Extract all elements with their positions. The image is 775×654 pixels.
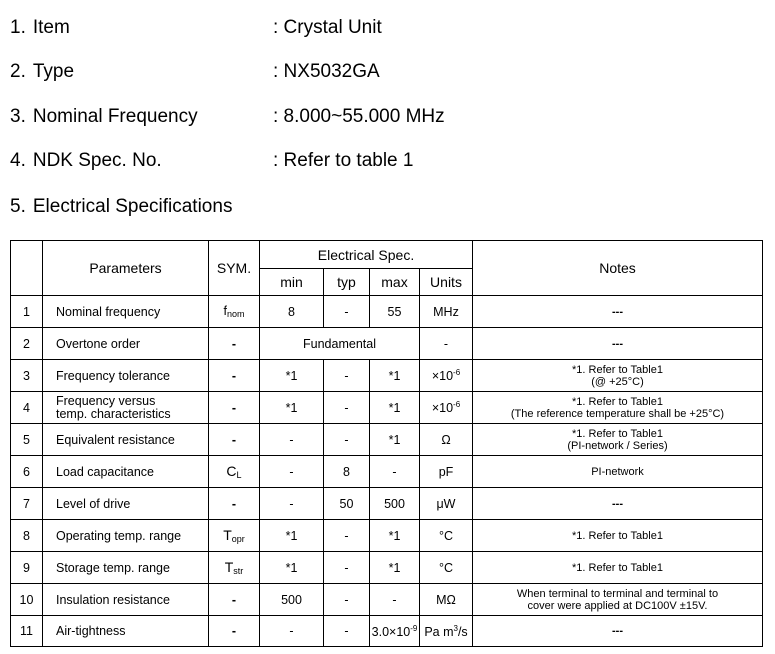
row-min: *1 xyxy=(260,520,324,552)
row-notes: *1. Refer to Table1 xyxy=(473,552,763,584)
parameter-line-1: Frequency versus xyxy=(56,393,156,408)
item-label: Item xyxy=(32,17,70,38)
row-notes: --- xyxy=(473,488,763,520)
row-number: 10 xyxy=(11,584,43,616)
row-typ: - xyxy=(324,584,370,616)
row-units: - xyxy=(420,328,473,360)
units-superscript: -6 xyxy=(453,368,461,377)
row-number: 5 xyxy=(11,424,43,456)
row-symbol: - xyxy=(209,392,260,424)
header-max: max xyxy=(370,269,420,296)
notes-line-1: *1. Refer to Table1 xyxy=(572,363,663,376)
row-max: *1 xyxy=(370,424,420,456)
header-min: min xyxy=(260,269,324,296)
nominal-frequency-label: Nominal Frequency xyxy=(32,106,198,127)
nominal-frequency-value: : 8.000~55.000 MHz xyxy=(273,106,445,127)
item-value: : Crystal Unit xyxy=(273,17,382,38)
row-units: MHz xyxy=(420,296,473,328)
header-no-cell xyxy=(11,241,43,296)
row-min: 500 xyxy=(260,584,324,616)
type-number: 2. xyxy=(10,61,26,82)
row-max: 55 xyxy=(370,296,420,328)
row-parameter: Air-tightness xyxy=(43,616,209,647)
row-min: *1 xyxy=(260,360,324,392)
row-notes: PI-network xyxy=(473,456,763,488)
symbol-subscript: str xyxy=(233,566,244,576)
row-units: °C xyxy=(420,520,473,552)
row-units: μW xyxy=(420,488,473,520)
row-symbol xyxy=(209,296,260,328)
row-symbol: - xyxy=(209,360,260,392)
units-base: ×10 xyxy=(431,369,454,383)
symbol-main: f xyxy=(223,304,227,318)
row-max xyxy=(370,616,420,647)
row-notes xyxy=(473,424,763,456)
row-symbol xyxy=(209,520,260,552)
row-notes: --- xyxy=(473,328,763,360)
symbol-main: T xyxy=(224,559,234,575)
symbol-main: C xyxy=(226,463,237,479)
row-typ: - xyxy=(324,424,370,456)
row-number: 9 xyxy=(11,552,43,584)
electrical-specifications-number: 5. xyxy=(10,196,26,217)
table-row xyxy=(11,424,763,456)
row-parameter: Overtone order xyxy=(43,328,209,360)
units-superscript: 3 xyxy=(453,623,458,633)
row-min: - xyxy=(260,456,324,488)
max-superscript: -9 xyxy=(410,623,418,633)
row-max: - xyxy=(370,584,420,616)
ndk-spec-line xyxy=(10,149,414,173)
max-base: 3.0×10 xyxy=(371,624,411,639)
table-row xyxy=(11,456,763,488)
row-max: *1 xyxy=(370,552,420,584)
row-min: - xyxy=(260,424,324,456)
nominal-frequency-number: 3. xyxy=(10,106,26,127)
row-typ: 50 xyxy=(324,488,370,520)
row-units xyxy=(420,360,473,392)
item-number: 1. xyxy=(10,17,26,38)
symbol-subscript: opr xyxy=(231,534,245,544)
notes-line-2: (PI-network / Series) xyxy=(567,439,668,452)
units-base: Pa m xyxy=(424,624,454,639)
header-parameters: Parameters xyxy=(43,241,209,296)
row-notes xyxy=(473,360,763,392)
symbol-main: T xyxy=(223,527,232,543)
row-min: - xyxy=(260,488,324,520)
units-base: ×10 xyxy=(431,401,454,415)
header-typ: typ xyxy=(324,269,370,296)
row-parameter: Operating temp. range xyxy=(43,520,209,552)
row-symbol: - xyxy=(209,488,260,520)
table-row xyxy=(11,552,763,584)
ndk-spec-value: : Refer to table 1 xyxy=(273,150,414,171)
row-notes xyxy=(473,584,763,616)
table-row xyxy=(11,520,763,552)
table-row xyxy=(11,488,763,520)
row-parameter: Level of drive xyxy=(43,488,209,520)
type-line xyxy=(10,60,380,84)
row-symbol: - xyxy=(209,328,260,360)
row-units xyxy=(420,392,473,424)
notes-line-1: When terminal to terminal and terminal to xyxy=(516,587,719,600)
header-units: Units xyxy=(420,269,473,296)
row-units xyxy=(420,616,473,647)
row-number: 6 xyxy=(11,456,43,488)
row-max: 500 xyxy=(370,488,420,520)
row-min: - xyxy=(260,616,324,647)
row-parameter: Insulation resistance xyxy=(43,584,209,616)
header-electrical-spec: Electrical Spec. xyxy=(260,241,473,269)
ndk-spec-number: 4. xyxy=(10,150,26,171)
row-typ: - xyxy=(324,520,370,552)
electrical-specifications-line xyxy=(10,195,232,219)
row-typ: - xyxy=(324,296,370,328)
row-max: - xyxy=(370,456,420,488)
nominal-frequency-line xyxy=(10,105,445,129)
row-number: 3 xyxy=(11,360,43,392)
symbol-subscript: nom xyxy=(226,309,245,319)
units-superscript: -6 xyxy=(453,400,461,409)
header-notes: Notes xyxy=(473,241,763,296)
table-row xyxy=(11,584,763,616)
row-notes xyxy=(473,392,763,424)
parameter-line-2: temp. characteristics xyxy=(56,406,171,421)
row-units: °C xyxy=(420,552,473,584)
row-typ: - xyxy=(324,360,370,392)
row-notes: --- xyxy=(473,296,763,328)
row-number: 4 xyxy=(11,392,43,424)
header-row xyxy=(11,241,763,269)
header-sym: SYM. xyxy=(209,241,260,296)
row-typ: - xyxy=(324,616,370,647)
row-symbol xyxy=(209,456,260,488)
ndk-spec-label: NDK Spec. No. xyxy=(32,150,162,171)
row-typ: 8 xyxy=(324,456,370,488)
units-tail: /s xyxy=(457,624,468,639)
row-units: pF xyxy=(420,456,473,488)
row-number: 1 xyxy=(11,296,43,328)
notes-line-2: (@ +25°C) xyxy=(591,375,644,388)
row-parameter: Equivalent resistance xyxy=(43,424,209,456)
row-symbol: - xyxy=(209,616,260,647)
electrical-specifications-label: Electrical Specifications xyxy=(32,196,233,217)
table-row xyxy=(11,296,763,328)
row-number: 2 xyxy=(11,328,43,360)
row-units: MΩ xyxy=(420,584,473,616)
notes-line-1: *1. Refer to Table1 xyxy=(572,395,663,408)
symbol-subscript: L xyxy=(236,470,242,480)
electrical-spec-table xyxy=(10,240,763,647)
row-min: 8 xyxy=(260,296,324,328)
notes-line-1: *1. Refer to Table1 xyxy=(572,427,663,440)
row-number: 11 xyxy=(11,616,43,647)
table-row xyxy=(11,616,763,647)
row-merged-value: Fundamental xyxy=(260,328,420,360)
row-units: Ω xyxy=(420,424,473,456)
table-row xyxy=(11,392,763,424)
type-value: : NX5032GA xyxy=(273,61,380,82)
row-parameter: Storage temp. range xyxy=(43,552,209,584)
row-typ: - xyxy=(324,552,370,584)
row-max: *1 xyxy=(370,520,420,552)
row-min: *1 xyxy=(260,552,324,584)
table-row xyxy=(11,328,763,360)
row-symbol: - xyxy=(209,584,260,616)
row-typ: - xyxy=(324,392,370,424)
row-max: *1 xyxy=(370,392,420,424)
notes-line-2: (The reference temperature shall be +25°C) xyxy=(510,407,725,420)
row-symbol xyxy=(209,552,260,584)
item-line xyxy=(10,16,382,40)
row-number: 8 xyxy=(11,520,43,552)
row-max: *1 xyxy=(370,360,420,392)
type-label: Type xyxy=(32,61,75,82)
table-row xyxy=(11,360,763,392)
notes-line-2: cover were applied at DC100V ±15V. xyxy=(527,599,708,612)
row-parameter: Load capacitance xyxy=(43,456,209,488)
row-symbol: - xyxy=(209,424,260,456)
row-notes: --- xyxy=(473,616,763,647)
row-min: *1 xyxy=(260,392,324,424)
row-notes: *1. Refer to Table1 xyxy=(473,520,763,552)
row-number: 7 xyxy=(11,488,43,520)
row-parameter: Frequency tolerance xyxy=(43,360,209,392)
row-parameter: Nominal frequency xyxy=(43,296,209,328)
row-parameter xyxy=(43,392,209,424)
